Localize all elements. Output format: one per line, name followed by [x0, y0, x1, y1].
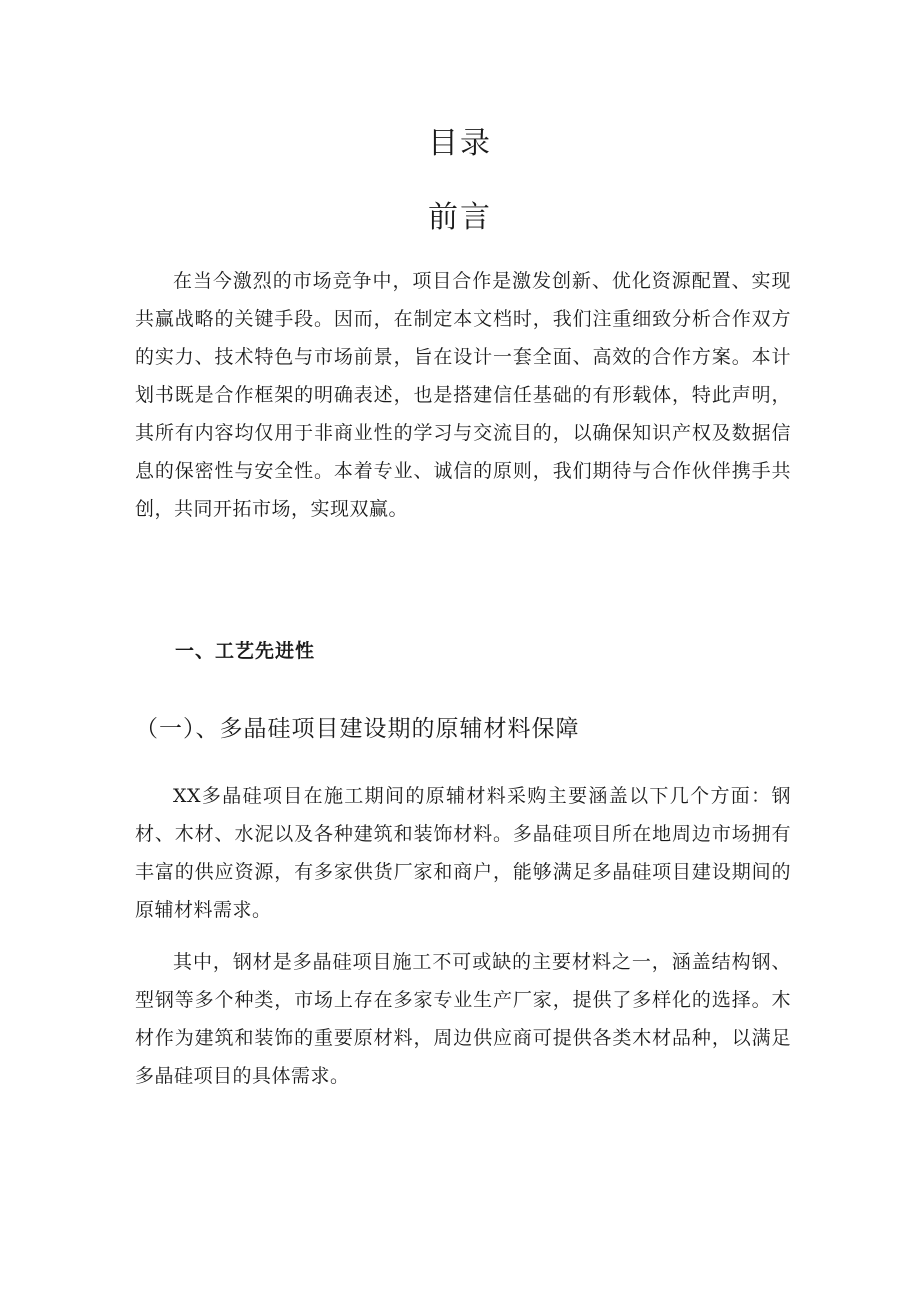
preface-title: 前言 — [428, 200, 492, 235]
steel-paragraph: 其中，钢材是多晶硅项目施工不可或缺的主要材料之一，涵盖结构钢、型钢等多个种类，市场上存在多家专业生产厂家，提供了多样化的选择。木材作为建筑和装饰的重要原材料，周边供应商可提供各类木材品种，以满足多晶硅项目的具体需求。 — [135, 951, 791, 1087]
materials-paragraph: XX多晶硅项目在施工期间的原辅材料采购主要涵盖以下几个方面：钢材、木材、水泥以及各种建筑和装饰材料。多晶硅项目所在地周边市场拥有丰富的供应资源，有多家供货厂家和商户，能够满足多晶硅项目建设期间的原辅材料需求。 — [135, 785, 791, 921]
section-heading: 一、工艺先进性 — [175, 640, 316, 662]
subsection-heading: （一）、多晶硅项目建设期的原辅材料保障 — [135, 716, 580, 742]
preface-paragraph: 在当今激烈的市场竞争中，项目合作是激发创新、优化资源配置、实现共赢战略的关键手段。因而，在制定本文档时，我们注重细致分析合作双方的实力、技术特色与市场前景，旨在设计一套全面、高效的合作方案。本计划书既是合作框架的明确表述，也是搭建信任基础的有形载体，特此声明，其所有内容均仅用于非商业性的学习与交流目的，以确保知识产权及数据信息的保密性与安全性。本着专业、诚信的原则，我们期待与合作伙伴携手共创，共同开拓市场，实现双赢。 — [135, 270, 791, 520]
toc-title: 目录 — [428, 126, 492, 161]
